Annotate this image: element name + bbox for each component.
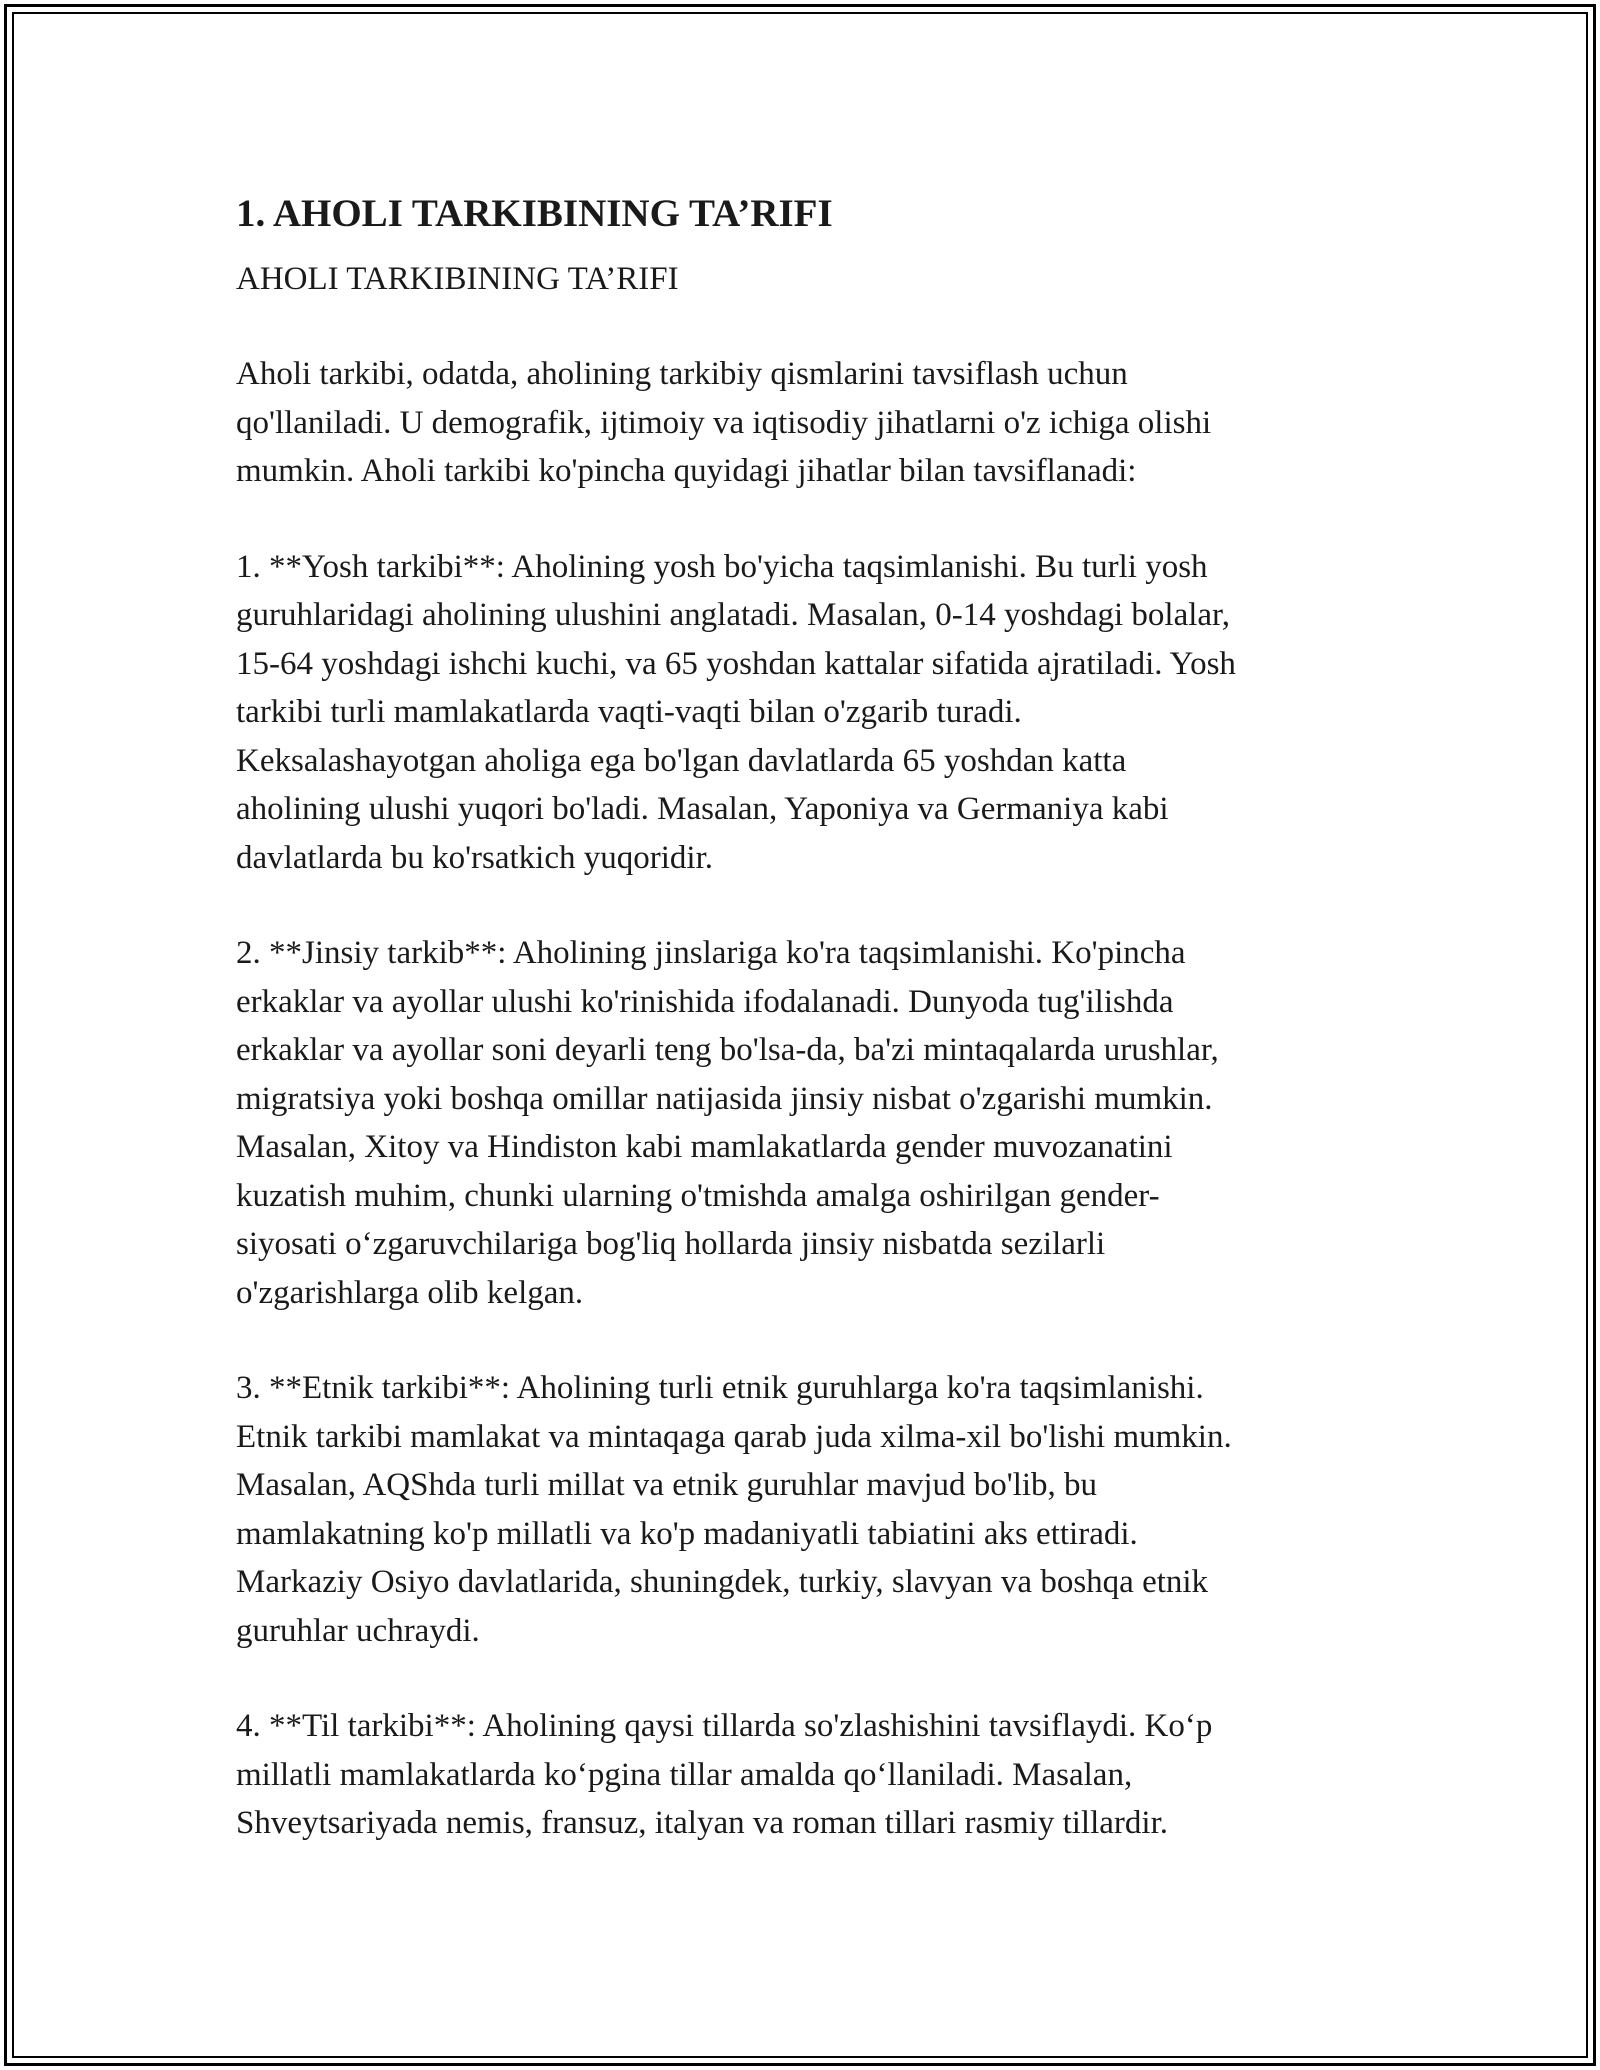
paragraph-line: Etnik tarkibi mamlakat va mintaqaga qarab juda xilma-xil bo'lishi mumkin. (236, 1418, 1232, 1455)
section-heading: 1. AHOLI TARKIBINING TA’RIFI (236, 192, 833, 235)
paragraph-line: mumkin. Aholi tarkibi ko'pincha quyidagi jihatlar bilan tavsiflanadi: (236, 453, 1137, 489)
paragraph-line: 1. **Yosh tarkibi**: Aholining yosh bo'yicha taqsimlanishi. Bu turli yosh (236, 548, 1208, 585)
paragraph-line: Markaziy Osiyo davlatlarida, shuningdek, turkiy, slavyan va boshqa etnik (236, 1564, 1209, 1600)
language-structure-paragraph (236, 1702, 1366, 1848)
age-structure-paragraph (236, 543, 1366, 883)
paragraph-line: Shveytsariyada nemis, fransuz, italyan va roman tillari rasmiy tillardir. (236, 1805, 1168, 1841)
paragraph-line: mamlakatning ko'p millatli va ko'p madaniyatli tabiatini aks ettiradi. (236, 1515, 1138, 1552)
section-subheading: AHOLI TARKIBINING TA’RIFI (236, 261, 679, 297)
paragraph-line: qo'llaniladi. U demografik, ijtimoiy va iqtisodiy jihatlarni o'z ichiga olishi (236, 404, 1212, 441)
ethnic-structure-paragraph (236, 1364, 1366, 1655)
paragraph-line: 2. **Jinsiy tarkib**: Aholining jinslariga ko'ra taqsimlanishi. Ko'pincha (236, 935, 1186, 971)
paragraph-line: aholining ulushi yuqori bo'ladi. Masalan, Yaponiya va Germaniya kabi (236, 791, 1169, 827)
paragraph-line: davlatlarda bu ko'rsatkich yuqoridir. (236, 839, 713, 876)
paragraph-line: guruhlar uchraydi. (236, 1612, 480, 1649)
document-body (236, 184, 1366, 1848)
paragraph-line: 15-64 yoshdagi ishchi kuchi, va 65 yoshdan kattalar sifatida ajratiladi. Yosh (236, 645, 1236, 682)
paragraph-line: guruhlaridagi aholining ulushini anglatadi. Masalan, 0-14 yoshdagi bolalar, (236, 597, 1230, 633)
paragraph-line: Keksalashayotgan aholiga ega bo'lgan davlatlarda 65 yoshdan katta (236, 742, 1127, 779)
paragraph-line: tarkibi turli mamlakatlarda vaqti-vaqti bilan o'zgarib turadi. (236, 694, 1022, 730)
paragraph-line: Masalan, AQShda turli millat va etnik guruhlar mavjud bo'lib, bu (236, 1467, 1098, 1503)
paragraph-line: siyosati o‘zgaruvchilariga bog'liq hollarda jinsiy nisbatda sezilarli (236, 1226, 1106, 1262)
intro-paragraph (236, 350, 1366, 496)
paragraph-line: millatli mamlakatlarda ko‘pgina tillar amalda qo‘llaniladi. Masalan, (236, 1756, 1133, 1793)
paragraph-line: o'zgarishlarga olib kelgan. (236, 1274, 584, 1311)
paragraph-line: Masalan, Xitoy va Hindiston kabi mamlakatlarda gender muvozanatini (236, 1129, 1173, 1165)
paragraph-line: erkaklar va ayollar ulushi ko'rinishida ifodalanadi. Dunyoda tug'ilishda (236, 983, 1174, 1020)
paragraph-line: kuzatish muhim, chunki ularning o'tmishda amalga oshirilgan gender- (236, 1177, 1160, 1214)
sex-structure-paragraph (236, 929, 1366, 1317)
paragraph-line: 4. **Til tarkibi**: Aholining qaysi tillarda so'zlashishini tavsiflaydi. Ko‘p (236, 1708, 1213, 1744)
paragraph-line: 3. **Etnik tarkibi**: Aholining turli etnik guruhlarga ko'ra taqsimlanishi. (236, 1370, 1204, 1406)
paragraph-line: migratsiya yoki boshqa omillar natijasida jinsiy nisbat o'zgarishi mumkin. (236, 1080, 1213, 1117)
paragraph-line: Aholi tarkibi, odatda, aholining tarkibiy qismlarini tavsiflash uchun (236, 356, 1128, 392)
paragraph-line: erkaklar va ayollar soni deyarli teng bo'lsa-da, ba'zi mintaqalarda urushlar, (236, 1032, 1219, 1068)
